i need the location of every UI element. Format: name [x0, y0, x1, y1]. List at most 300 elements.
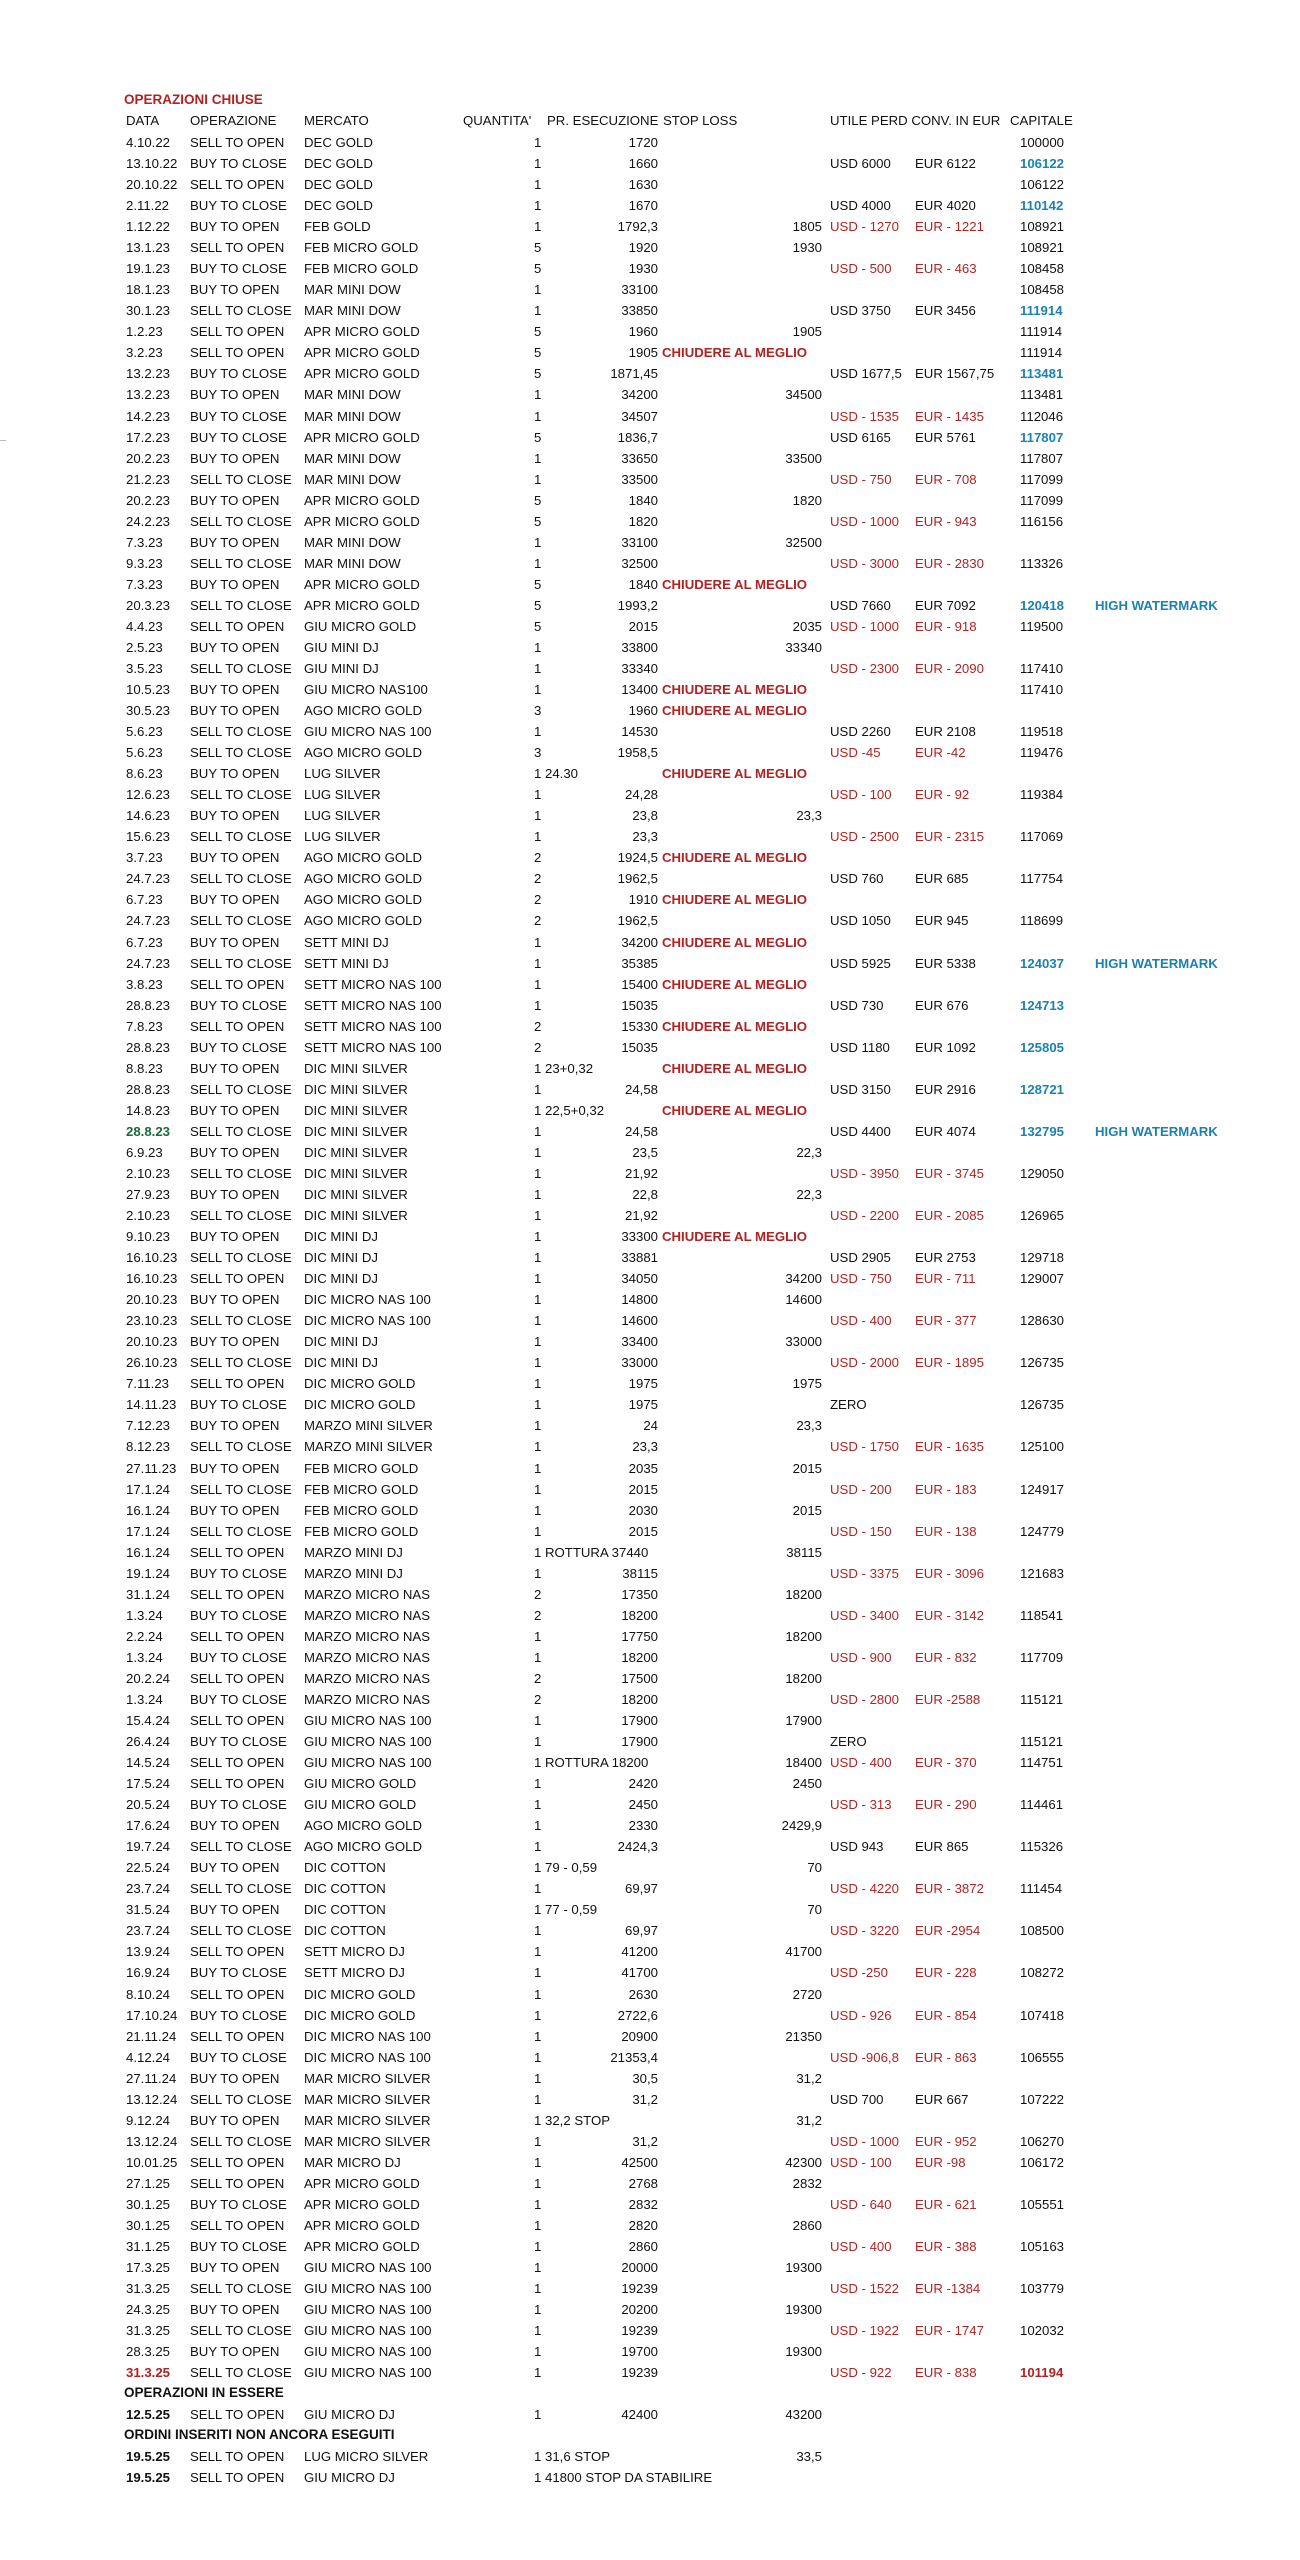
cell-operation: BUY TO OPEN [190, 703, 280, 719]
cell-price: 18200 [621, 1649, 658, 1665]
cell-operation: SELL TO CLOSE [190, 745, 292, 761]
cell-quantity: 1 [534, 1165, 542, 1181]
cell-price: 38115 [622, 1565, 658, 1581]
cell-capital: 105551 [1020, 2196, 1065, 2212]
cell-stop-loss: 32500 [785, 534, 822, 550]
cell-date: 31.5.24 [126, 1902, 170, 1918]
cell-usd: USD -250 [830, 1965, 888, 1981]
cell-stop-loss: 1905 [792, 324, 822, 340]
header-market: MERCATO [304, 113, 369, 128]
cell-operation: SELL TO CLOSE [190, 1165, 292, 1181]
cell-eur: EUR - 228 [915, 1965, 977, 1981]
cell-operation: BUY TO OPEN [190, 808, 280, 824]
cell-capital: 113481 [1020, 387, 1064, 403]
cell-quantity: 1 [534, 177, 542, 193]
cell-quantity: 1 41800 STOP DA STABILIRE [534, 2470, 713, 2486]
cell-price: 41200 [621, 1944, 658, 1960]
cell-capital: 106172 [1020, 2154, 1065, 2170]
cell-eur: EUR 4074 [915, 1123, 976, 1139]
cell-operation: SELL TO CLOSE [190, 597, 292, 613]
cell-price: 2015 [628, 1523, 658, 1539]
cell-operation: SELL TO CLOSE [190, 1923, 292, 1939]
cell-market: APR MICRO GOLD [304, 597, 420, 613]
cell-quantity: 1 [534, 639, 542, 655]
cell-quantity: 5 [534, 597, 542, 613]
cell-capital: 103779 [1020, 2281, 1065, 2297]
cell-market: DIC MICRO GOLD [304, 2007, 416, 2023]
cell-price: 17900 [621, 1713, 658, 1728]
table-row [0, 1774, 1300, 1794]
cell-market: FEB MICRO GOLD [304, 1502, 419, 1518]
cell-date: 17.1.24 [126, 1523, 170, 1539]
table-row [0, 1648, 1300, 1668]
cell-date: 31.3.25 [126, 2365, 170, 2381]
cell-operation: SELL TO CLOSE [190, 724, 292, 740]
cell-price: 2030 [628, 1502, 658, 1518]
table-row [0, 1395, 1300, 1415]
cell-quantity: 1 [534, 2133, 542, 2149]
table-row [0, 364, 1300, 384]
cell-price: 1958,5 [617, 745, 658, 761]
table-row [0, 2258, 1300, 2278]
cell-capital: 108458 [1020, 282, 1065, 298]
table-row [0, 1816, 1300, 1836]
cell-quantity: 1 [534, 682, 542, 698]
cell-eur: EUR - 1221 [915, 219, 984, 235]
cell-price: 1930 [628, 261, 658, 277]
cell-quantity: 5 [534, 429, 542, 445]
cell-market: AGO MICRO GOLD [304, 913, 422, 929]
cell-capital: 117807 [1020, 429, 1064, 445]
cell-usd: USD - 750 [830, 471, 892, 487]
cell-usd: USD - 3000 [830, 555, 899, 571]
cell-capital: 114461 [1020, 1797, 1064, 1813]
cell-capital: 115121 [1020, 1734, 1064, 1750]
table-row [0, 1606, 1300, 1626]
table-row [0, 806, 1300, 826]
cell-quantity: 1 [534, 450, 542, 466]
cell-market: DIC MINI SILVER [304, 1123, 408, 1139]
cell-quantity: 2 [534, 1670, 542, 1686]
cell-quantity: 5 [534, 618, 542, 634]
cell-capital: 111454 [1020, 1881, 1063, 1897]
cell-date: 17.2.23 [126, 429, 170, 445]
table-row [0, 2153, 1300, 2173]
cell-eur: EUR -98 [915, 2154, 966, 2170]
table-row [0, 133, 1300, 153]
cell-operation: SELL TO OPEN [190, 2217, 285, 2233]
cell-eur: EUR - 2830 [915, 555, 984, 571]
cell-date: 24.3.25 [126, 2302, 170, 2318]
cell-price: 34507 [621, 408, 658, 424]
cell-operation: SELL TO OPEN [190, 177, 285, 193]
cell-market: AGO MICRO GOLD [304, 703, 422, 719]
table-row [0, 1795, 1300, 1815]
cell-operation: BUY TO CLOSE [190, 366, 287, 382]
cell-capital: 111914 [1020, 345, 1063, 361]
header-stop-loss: STOP LOSS [663, 113, 738, 128]
cell-date: 20.2.23 [126, 450, 170, 466]
cell-operation: SELL TO OPEN [190, 1628, 285, 1644]
cell-quantity: 1 [534, 2239, 542, 2254]
cell-operation: SELL TO OPEN [190, 1018, 285, 1034]
header-quantity: QUANTITA' [463, 113, 532, 128]
table-row [0, 954, 1300, 974]
cell-operation: BUY TO OPEN [190, 282, 280, 298]
cell-note: CHIUDERE AL MEGLIO [662, 1018, 808, 1034]
cell-operation: SELL TO OPEN [190, 324, 285, 340]
cell-quantity: 1 [534, 1081, 542, 1097]
cell-price: 34200 [621, 934, 658, 950]
cell-eur: EUR 5761 [915, 429, 976, 445]
cell-market: MARZO MICRO NAS [304, 1670, 431, 1686]
cell-stop-loss: 22,3 [796, 1144, 822, 1160]
cell-quantity: 1 [534, 934, 542, 950]
cell-market: DIC MICRO NAS 100 [304, 2049, 431, 2065]
cell-stop-loss: 17900 [785, 1713, 822, 1728]
cell-usd: USD - 200 [830, 1481, 892, 1497]
cell-eur: EUR 2916 [915, 1081, 976, 1097]
cell-price: 69,97 [624, 1881, 658, 1897]
cell-date: 17.3.25 [126, 2260, 170, 2276]
cell-operation: BUY TO CLOSE [190, 156, 287, 172]
cell-price: 1960 [628, 324, 658, 340]
cell-market: FEB MICRO GOLD [304, 1481, 419, 1497]
cell-operation: SELL TO OPEN [190, 2175, 285, 2191]
cell-date: 8.6.23 [126, 766, 163, 782]
cell-market: DIC MINI SILVER [304, 1144, 408, 1160]
table-row [0, 196, 1300, 216]
cell-capital: 117099 [1020, 492, 1064, 508]
cell-date: 31.1.24 [126, 1586, 170, 1602]
cell-price: 2015 [628, 618, 658, 634]
table-row [0, 827, 1300, 847]
cell-operation: SELL TO OPEN [190, 1713, 285, 1728]
cell-quantity: 1 [534, 2028, 542, 2044]
cell-price: 34200 [621, 387, 658, 403]
cell-price: 2860 [628, 2239, 658, 2254]
cell-quantity: 5 [534, 492, 542, 508]
cell-quantity: 1 [534, 1144, 542, 1160]
cell-market: DIC MINI DJ [304, 1355, 378, 1371]
cell-price: 2450 [628, 1797, 658, 1813]
cell-eur: EUR - 138 [915, 1523, 977, 1539]
cell-price: 1836,7 [617, 429, 658, 445]
cell-operation: SELL TO CLOSE [190, 1439, 292, 1455]
cell-note: CHIUDERE AL MEGLIO [662, 976, 808, 992]
cell-date: 28.8.23 [126, 1039, 170, 1055]
cell-date: 13.2.23 [126, 366, 170, 382]
cell-operation: SELL TO CLOSE [190, 1250, 292, 1266]
cell-market: DIC MINI SILVER [304, 1165, 408, 1181]
cell-usd: USD - 1750 [830, 1439, 899, 1455]
cell-stop-loss: 2015 [792, 1460, 822, 1476]
cell-usd: USD 6000 [830, 156, 891, 172]
table-row [0, 890, 1300, 910]
cell-capital: 115121 [1020, 1691, 1064, 1707]
cell-operation: SELL TO OPEN [190, 1376, 285, 1392]
cell-market: DEC GOLD [304, 177, 373, 193]
cell-stop-loss: 2450 [792, 1776, 822, 1792]
cell-date: 31.1.25 [126, 2239, 170, 2254]
cell-date: 2.2.24 [126, 1628, 163, 1644]
cell-price: 2832 [628, 2196, 658, 2212]
cell-market: MARZO MINI SILVER [304, 1418, 433, 1434]
cell-usd: USD - 400 [830, 1755, 892, 1771]
cell-stop-loss: 18200 [785, 1628, 822, 1644]
cell-capital: 106122 [1020, 156, 1065, 172]
cell-market: MAR MICRO SILVER [304, 2070, 431, 2086]
table-row [0, 2237, 1300, 2257]
cell-market: AGO MICRO GOLD [304, 1818, 422, 1834]
cell-operation: BUY TO OPEN [190, 2112, 280, 2128]
cell-market: APR MICRO GOLD [304, 429, 420, 445]
table-row [0, 996, 1300, 1016]
table-row [0, 848, 1300, 868]
header-profit-loss: UTILE PERD CONV. IN EUR [830, 113, 1001, 128]
cell-capital: 108921 [1020, 240, 1065, 256]
cell-date: 19.1.23 [126, 261, 170, 277]
table-row [0, 1921, 1300, 1941]
table-row [0, 554, 1300, 574]
cell-operation: BUY TO CLOSE [190, 1039, 287, 1055]
cell-operation: BUY TO OPEN [190, 639, 280, 655]
cell-operation: SELL TO OPEN [190, 618, 285, 634]
cell-market: APR MICRO GOLD [304, 2239, 420, 2254]
cell-operation: BUY TO OPEN [190, 2070, 280, 2086]
cell-quantity: 1 [534, 1965, 542, 1981]
table-row [0, 2090, 1300, 2110]
cell-market: SETT MICRO NAS 100 [304, 1039, 442, 1055]
cell-usd: USD - 400 [830, 1313, 892, 1329]
cell-operation: SELL TO CLOSE [190, 2323, 292, 2339]
cell-date: 28.8.23 [126, 1081, 170, 1097]
cell-market: MAR MINI DOW [304, 387, 401, 403]
cell-operation: SELL TO OPEN [190, 976, 285, 992]
cell-price: 1924,5 [617, 850, 658, 866]
cell-date: 19.5.25 [126, 2449, 170, 2465]
cell-date: 10.01.25 [126, 2154, 178, 2170]
table-row [0, 764, 1300, 784]
cell-operation: BUY TO CLOSE [190, 2239, 287, 2254]
cell-price: 23,3 [632, 829, 658, 845]
cell-price: 34050 [621, 1271, 658, 1287]
cell-market: GIU MICRO NAS 100 [304, 2344, 432, 2360]
cell-stop-loss: 34200 [785, 1271, 822, 1287]
cell-quantity: 1 [534, 1460, 542, 1476]
cell-price: 20200 [621, 2302, 658, 2318]
table-row [0, 1942, 1300, 1962]
cell-eur: EUR - 3745 [915, 1165, 984, 1181]
cell-quantity: 1 [534, 2302, 542, 2318]
table-row [0, 1669, 1300, 1689]
cell-price: 19239 [621, 2323, 658, 2339]
cell-price: 24,58 [624, 1081, 658, 1097]
cell-market: GIU MICRO GOLD [304, 1776, 417, 1792]
cell-market: APR MICRO GOLD [304, 2175, 420, 2191]
cell-eur: EUR 6122 [915, 156, 976, 172]
cell-date: 13.12.24 [126, 2133, 178, 2149]
cell-capital: 117410 [1020, 682, 1064, 698]
cell-quantity: 1 [534, 1123, 542, 1139]
cell-date: 1.12.22 [126, 219, 170, 235]
cell-capital: 101194 [1020, 2365, 1064, 2381]
cell-eur: EUR - 1635 [915, 1439, 984, 1455]
cell-date: 19.5.25 [126, 2470, 170, 2486]
cell-date: 16.1.24 [126, 1544, 170, 1560]
cell-quantity: 1 [534, 198, 542, 214]
cell-usd: USD - 4220 [830, 1881, 899, 1897]
cell-date: 3.8.23 [126, 976, 163, 992]
cell-operation: SELL TO CLOSE [190, 955, 292, 971]
cell-usd: USD - 3375 [830, 1565, 899, 1581]
cell-operation: BUY TO OPEN [190, 2344, 280, 2360]
cell-operation: SELL TO OPEN [190, 1586, 285, 1602]
cell-operation: BUY TO OPEN [190, 766, 280, 782]
table-row [0, 280, 1300, 300]
cell-operation: BUY TO OPEN [190, 219, 280, 235]
cell-operation: SELL TO OPEN [190, 2407, 285, 2423]
table-row [0, 2300, 1300, 2320]
cell-operation: BUY TO OPEN [190, 387, 280, 403]
cell-quantity: 1 [534, 156, 542, 172]
cell-quantity: 1 [534, 1797, 542, 1813]
cell-date: 3.2.23 [126, 345, 163, 361]
table-row [0, 1711, 1300, 1731]
cell-date: 7.3.23 [126, 534, 163, 550]
cell-price: 1962,5 [617, 871, 658, 887]
cell-operation: SELL TO OPEN [190, 2028, 285, 2044]
cell-price: 33340 [621, 661, 658, 676]
cell-stop-loss: 2015 [792, 1502, 822, 1518]
cell-market: SETT MINI DJ [304, 934, 389, 950]
table-row [0, 2048, 1300, 2068]
cell-market: DIC MICRO GOLD [304, 1397, 416, 1413]
cell-price: 15035 [621, 1039, 658, 1055]
cell-date: 21.2.23 [126, 471, 170, 487]
cell-market: MARZO MINI DJ [304, 1565, 403, 1581]
cell-quantity: 1 [534, 534, 542, 550]
cell-usd: USD - 3220 [830, 1923, 899, 1939]
cell-quantity: 1 [534, 1818, 542, 1834]
table-row [0, 1585, 1300, 1605]
table-row [0, 1963, 1300, 1983]
cell-operation: BUY TO OPEN [190, 1418, 280, 1434]
cell-capital: 102032 [1020, 2323, 1065, 2339]
cell-market: MAR MINI DOW [304, 450, 401, 466]
cell-quantity: 1 [534, 1776, 542, 1792]
cell-operation: SELL TO OPEN [190, 2470, 285, 2486]
cell-market: SETT MICRO NAS 100 [304, 1018, 442, 1034]
cell-stop-loss: 42300 [785, 2154, 822, 2170]
cell-usd: USD -45 [830, 745, 881, 761]
cell-price: 14600 [621, 1313, 658, 1329]
cell-date: 20.10.22 [126, 177, 178, 193]
cell-eur: EUR - 943 [915, 513, 977, 529]
cell-eur: EUR 5338 [915, 955, 976, 971]
cell-date: 19.1.24 [126, 1565, 170, 1581]
cell-stop-loss: 18400 [785, 1755, 822, 1771]
cell-market: DIC MINI DJ [304, 1271, 378, 1287]
table-row [0, 1185, 1300, 1205]
cell-price: 17900 [621, 1734, 658, 1750]
cell-usd: USD - 922 [830, 2365, 892, 2381]
cell-eur: EUR - 1435 [915, 408, 984, 424]
table-row [0, 1332, 1300, 1352]
cell-stop-loss: 33,5 [796, 2449, 822, 2465]
cell-quantity: 2 [534, 1586, 542, 1602]
cell-quantity: 1 [534, 1250, 542, 1266]
cell-market: MAR MICRO SILVER [304, 2133, 431, 2149]
cell-operation: SELL TO CLOSE [190, 2091, 292, 2107]
cell-capital: 106555 [1020, 2049, 1065, 2065]
cell-quantity: 1 79 - 0,59 [534, 1860, 598, 1876]
cell-operation: SELL TO OPEN [190, 1986, 285, 2002]
cell-date: 13.12.24 [126, 2091, 178, 2107]
cell-quantity: 1 [534, 1187, 542, 1202]
cell-operation: SELL TO CLOSE [190, 829, 292, 845]
cell-operation: SELL TO OPEN [190, 2154, 285, 2170]
cell-market: AGO MICRO GOLD [304, 871, 422, 887]
cell-operation: BUY TO OPEN [190, 1292, 280, 1308]
table-row [0, 407, 1300, 427]
cell-market: SETT MICRO NAS 100 [304, 997, 442, 1013]
cell-usd: USD 7660 [830, 597, 891, 613]
cell-stop-loss: 14600 [785, 1292, 822, 1308]
cell-capital: 118699 [1020, 913, 1064, 929]
cell-operation: BUY TO CLOSE [190, 2196, 287, 2212]
cell-price: 33800 [621, 639, 658, 655]
cell-market: MAR MINI DOW [304, 408, 401, 424]
cell-quantity: 1 32,2 STOP [534, 2112, 610, 2128]
cell-operation: BUY TO OPEN [190, 534, 280, 550]
cell-market: LUG SILVER [304, 766, 381, 782]
cell-price: 17750 [621, 1628, 658, 1644]
cell-operation: SELL TO OPEN [190, 1670, 285, 1686]
cell-date: 13.10.22 [126, 156, 178, 172]
cell-date: 20.2.24 [126, 1670, 170, 1686]
cell-date: 9.12.24 [126, 2112, 170, 2128]
cell-price: 1962,5 [617, 913, 658, 929]
cell-operation: BUY TO OPEN [190, 2260, 280, 2276]
cell-usd: USD - 1522 [830, 2281, 899, 2297]
cell-date: 9.10.23 [126, 1229, 170, 1245]
table-row [0, 428, 1300, 448]
cell-quantity: 1 [534, 2196, 542, 2212]
cell-quantity: 5 [534, 261, 542, 277]
cell-quantity: 1 [534, 1271, 542, 1287]
cell-price: 14530 [621, 724, 658, 740]
cell-usd: USD 2905 [830, 1250, 891, 1266]
cell-capital: 119476 [1020, 745, 1064, 761]
cell-market: LUG SILVER [304, 787, 381, 803]
cell-market: DIC MINI SILVER [304, 1081, 408, 1097]
cell-eur: EUR - 918 [915, 618, 977, 634]
cell-quantity: 1 [534, 2344, 542, 2360]
table-row [0, 869, 1300, 889]
table-row [0, 1080, 1300, 1100]
cell-eur: EUR 1567,75 [915, 366, 995, 382]
table-row [0, 2279, 1300, 2299]
cell-stop-loss: 33500 [785, 450, 822, 466]
table-row [0, 2111, 1300, 2131]
cell-date: 2.10.23 [126, 1165, 170, 1181]
cell-date: 6.9.23 [126, 1144, 163, 1160]
cell-date: 30.1.23 [126, 303, 170, 319]
cell-quantity: 1 [534, 1439, 542, 1455]
cell-date: 23.7.24 [126, 1881, 170, 1897]
cell-market: GIU MINI DJ [304, 661, 379, 676]
